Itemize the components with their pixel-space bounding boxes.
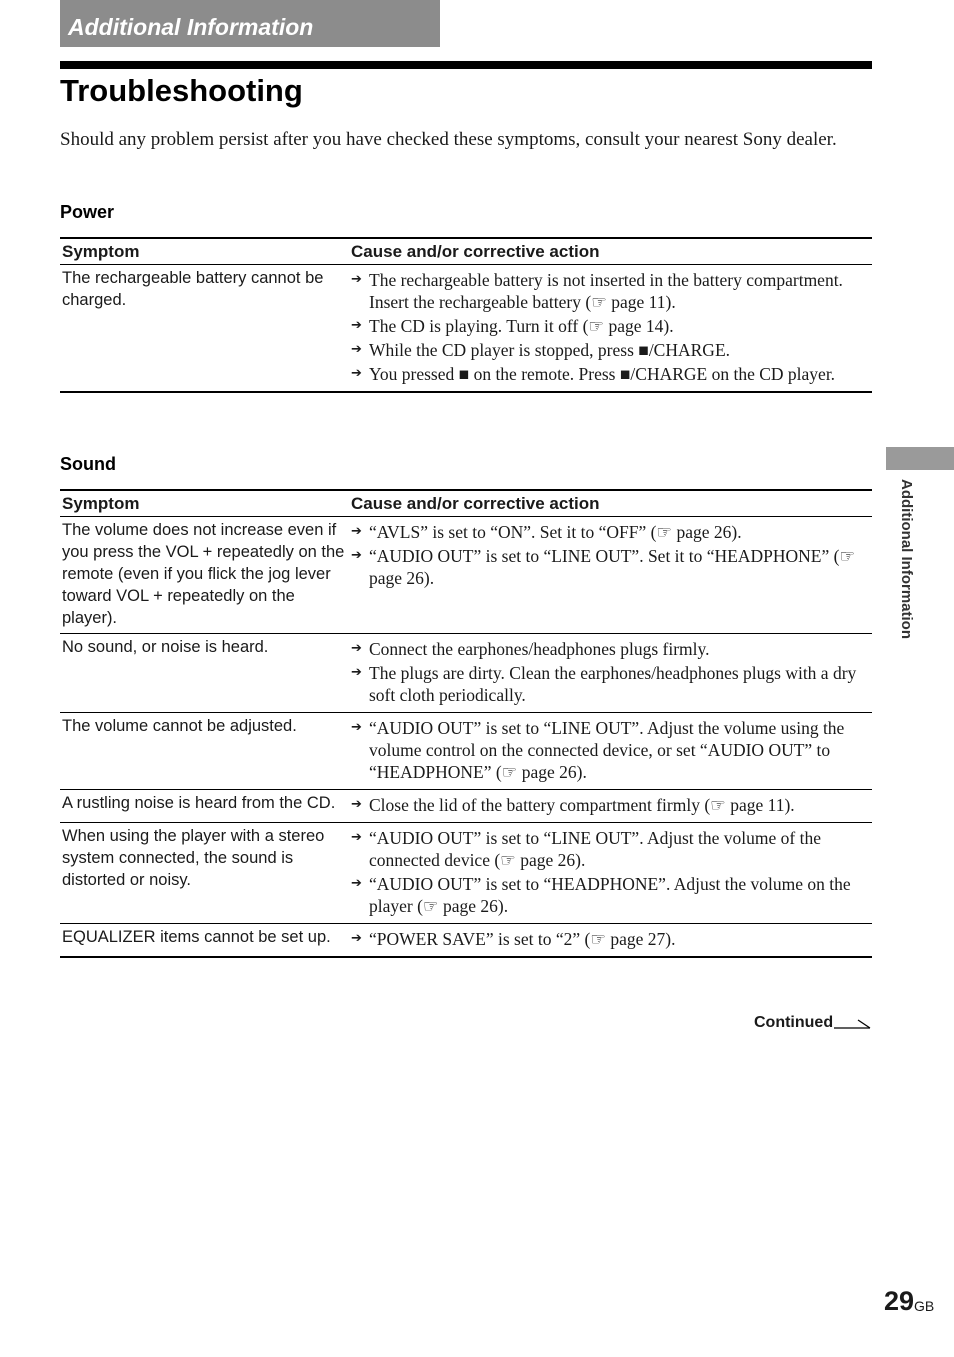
action-list bbox=[351, 717, 862, 783]
list-item bbox=[351, 794, 862, 816]
continued-arrow-icon bbox=[834, 1018, 872, 1030]
arrow-right-icon: ➔ bbox=[351, 272, 362, 287]
section-heading-sound: Sound bbox=[60, 454, 116, 474]
list-item bbox=[351, 521, 862, 543]
arrow-right-icon: ➔ bbox=[351, 548, 362, 563]
list-item bbox=[351, 873, 862, 917]
table-row bbox=[60, 713, 872, 790]
arrow-right-icon: ➔ bbox=[351, 931, 362, 946]
action-text: Close the lid of the battery compartment firmly (☞ page 11). bbox=[369, 795, 795, 815]
power-table bbox=[60, 237, 872, 393]
list-item bbox=[351, 827, 862, 871]
table-row bbox=[60, 634, 872, 713]
arrow-right-icon: ➔ bbox=[351, 366, 362, 381]
page-number: 29 bbox=[884, 1286, 915, 1316]
list-item bbox=[351, 928, 862, 950]
symptom-cell: When using the player with a stereo system connected, the sound is distorted or noisy. bbox=[60, 823, 349, 924]
column-header-symptom: Symptom bbox=[60, 238, 349, 265]
action-list bbox=[351, 269, 862, 385]
list-item bbox=[351, 315, 862, 337]
arrow-right-icon: ➔ bbox=[351, 797, 362, 812]
symptom-cell: EQUALIZER items cannot be set up. bbox=[60, 924, 349, 958]
action-list bbox=[351, 638, 862, 706]
table-header-row bbox=[60, 490, 872, 517]
list-item bbox=[351, 339, 862, 361]
section-heading-power: Power bbox=[60, 202, 115, 222]
section-tab bbox=[60, 0, 440, 47]
power-table-body bbox=[60, 265, 872, 393]
symptom-cell: A rustling noise is heard from the CD. bbox=[60, 790, 349, 823]
table-row bbox=[60, 517, 872, 634]
table-row bbox=[60, 823, 872, 924]
action-text: While the CD player is stopped, press ■/CHARGE. bbox=[369, 340, 731, 360]
action-text: “POWER SAVE” is set to “2” (☞ page 27). bbox=[369, 929, 676, 949]
cause-cell bbox=[349, 265, 872, 393]
table-row bbox=[60, 924, 872, 958]
cause-cell bbox=[349, 634, 872, 713]
symptom-cell: No sound, or noise is heard. bbox=[60, 634, 349, 713]
action-list bbox=[351, 794, 862, 816]
cause-cell bbox=[349, 713, 872, 790]
title-rule bbox=[60, 61, 872, 69]
action-text: The CD is playing. Turn it off (☞ page 14). bbox=[369, 316, 674, 336]
arrow-right-icon: ➔ bbox=[351, 318, 362, 333]
table-row bbox=[60, 265, 872, 393]
list-item bbox=[351, 638, 862, 660]
action-text: “AUDIO OUT” is set to “HEADPHONE”. Adjust the volume on the player (☞ page 26). bbox=[369, 874, 851, 916]
action-list bbox=[351, 928, 862, 950]
action-text: “AVLS” is set to “ON”. Set it to “OFF” (☞ page 26). bbox=[369, 522, 742, 542]
side-index-tab bbox=[886, 447, 954, 470]
page-title: Troubleshooting bbox=[60, 73, 303, 108]
continued-label: Continued bbox=[754, 1014, 834, 1031]
list-item bbox=[351, 545, 862, 589]
arrow-right-icon: ➔ bbox=[351, 524, 362, 539]
action-list bbox=[351, 521, 862, 589]
action-list bbox=[351, 827, 862, 917]
action-text: “AUDIO OUT” is set to “LINE OUT”. Adjust the volume using the volume control on the connected device, or set “AUDIO OUT” to “HEADPHONE” (☞ page 26). bbox=[369, 718, 845, 782]
intro-paragraph: Should any problem persist after you have checked these symptoms, consult your nearest Sony dealer. bbox=[60, 129, 837, 150]
arrow-right-icon: ➔ bbox=[351, 876, 362, 891]
arrow-right-icon: ➔ bbox=[351, 342, 362, 357]
list-item bbox=[351, 662, 862, 706]
action-text: The plugs are dirty. Clean the earphones/headphones plugs with a dry soft cloth periodically. bbox=[369, 663, 857, 705]
arrow-right-icon: ➔ bbox=[351, 830, 362, 845]
cause-cell bbox=[349, 517, 872, 634]
sound-table bbox=[60, 489, 872, 958]
column-header-cause: Cause and/or corrective action bbox=[349, 490, 872, 517]
action-text: You pressed ■ on the remote. Press ■/CHARGE on the CD player. bbox=[369, 364, 836, 384]
list-item bbox=[351, 363, 862, 385]
cause-cell bbox=[349, 924, 872, 958]
arrow-right-icon: ➔ bbox=[351, 665, 362, 680]
action-text: “AUDIO OUT” is set to “LINE OUT”. Set it to “HEADPHONE” (☞ page 26). bbox=[369, 546, 856, 588]
action-text: “AUDIO OUT” is set to “LINE OUT”. Adjust the volume of the connected device (☞ page 26). bbox=[369, 828, 821, 870]
arrow-right-icon: ➔ bbox=[351, 641, 362, 656]
page-region-suffix: GB bbox=[914, 1298, 935, 1314]
symptom-cell: The volume cannot be adjusted. bbox=[60, 713, 349, 790]
list-item bbox=[351, 269, 862, 313]
cause-cell bbox=[349, 823, 872, 924]
arrow-right-icon: ➔ bbox=[351, 720, 362, 735]
cause-cell bbox=[349, 790, 872, 823]
column-header-cause: Cause and/or corrective action bbox=[349, 238, 872, 265]
section-tab-label: Additional Information bbox=[68, 14, 314, 40]
table-row bbox=[60, 790, 872, 823]
table-header-row bbox=[60, 238, 872, 265]
symptom-cell: The volume does not increase even if you press the VOL + repeatedly on the remote (even if you flick the jog lever toward VOL + repeatedly on the player). bbox=[60, 517, 349, 634]
list-item bbox=[351, 717, 862, 783]
symptom-cell: The rechargeable battery cannot be charged. bbox=[60, 265, 349, 393]
action-text: The rechargeable battery is not inserted in the battery compartment. Insert the rechargeable battery (☞ page 11). bbox=[369, 270, 843, 312]
side-section-label: Additional Information bbox=[898, 479, 915, 639]
sound-table-body bbox=[60, 517, 872, 958]
action-text: Connect the earphones/headphones plugs firmly. bbox=[369, 639, 710, 659]
column-header-symptom: Symptom bbox=[60, 490, 349, 517]
